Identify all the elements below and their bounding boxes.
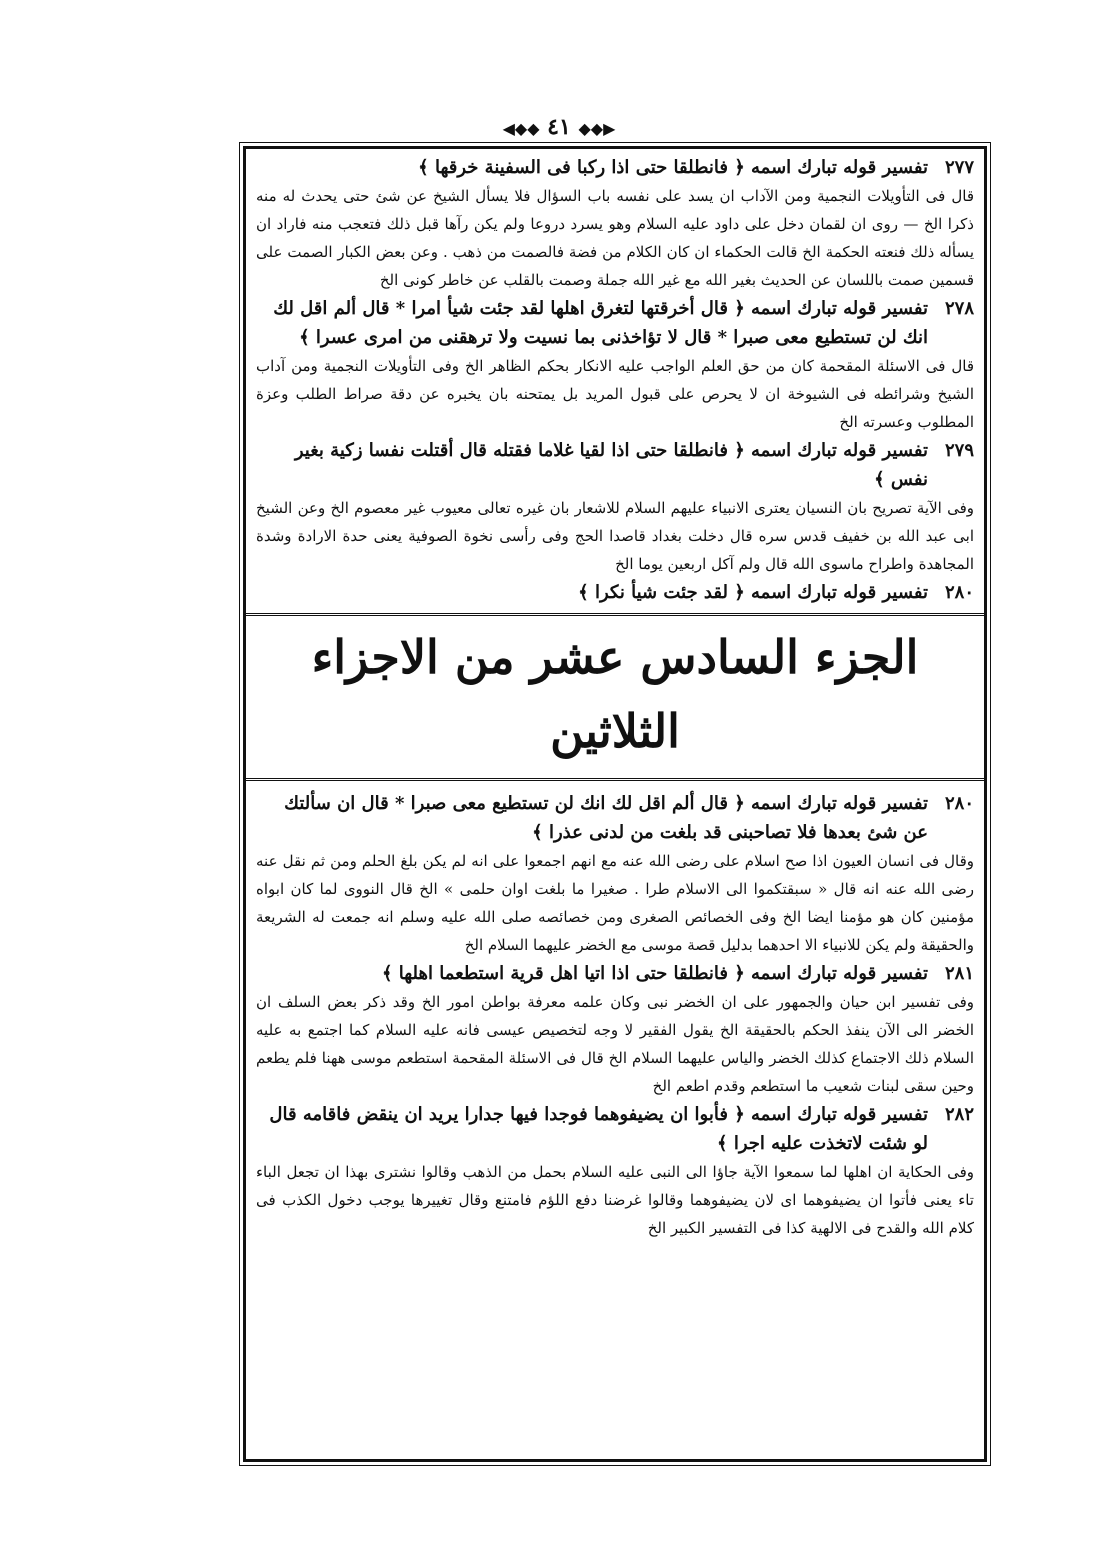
entry-body: وفى الآية تصريح بان النسيان يعترى الانبياء عليهم السلام للاشعار بان غيره تعالى معيوب غير معصوم الخ وعن الشيخ ابى عبد الله بن خفيف قدس سره قال دخلت بغداد قاصدا الحج وفى رأسى نخوة الصوفية يعنى حدة الارادة وشدة المجاهدة واطراح ماسوى الله قال ولم آكل اربعين يوما الخ <box>256 499 974 573</box>
entry-number: ٢٨٢ <box>944 1104 974 1125</box>
part-title: الجزء السادس عشر من الاجزاء الثلاثين <box>311 630 919 758</box>
page-frame <box>243 146 987 1462</box>
entry-number: ٢٨١ <box>944 963 974 984</box>
entry-heading-text: تفسير قوله تبارك اسمه ﴿ فانطلقا حتى اذا اتيا اهل قرية استطعما اهلها ﴾ <box>381 963 928 984</box>
entry-body: قال فى التأويلات النجمية ومن الآداب ان يسد على نفسه باب السؤال فلا يسأل الشيخ عن شئ حتى يحدث له منه ذكرا الخ — روى ان لقمان دخل على داود عليه السلام وهو يسرد دروعا ولم يكن رآها قبل ذلك فتعجب منه فاراد ان يسأله ذلك فنعته الحكمة الخ قالت الحكماء ان كان الكلام من فضة فالصمت من ذهب . وعن بعض الكبار الصمت على قسمين صمت باللسان عن الحديث بغير الله مع غير الله جملة وصمت بالقلب عن خاطر كونى الخ <box>256 187 974 289</box>
entry-heading <box>256 789 974 847</box>
entry-heading-text: تفسير قوله تبارك اسمه ﴿ قال أخرقتها لتغرق اهلها لقد جئت شيأ امرا * قال ألم اقل لك انك لن تستطيع معى صبرا * قال لا تؤاخذنى بما نسيت ولا ترهقنى من امرى عسرا ﴾ <box>273 298 928 348</box>
entry-heading <box>256 1100 974 1158</box>
entry-281 <box>256 959 974 1100</box>
entry-heading <box>256 578 974 607</box>
ornament-left: ◀◆◆ <box>502 119 540 138</box>
entry-278 <box>256 294 974 436</box>
page-content <box>246 149 984 1459</box>
entry-282 <box>256 1100 974 1242</box>
entry-heading-text: تفسير قوله تبارك اسمه ﴿ فانطلقا حتى اذا ركبا فى السفينة خرقها ﴾ <box>418 157 928 178</box>
entry-heading <box>256 959 974 988</box>
entry-body: وقال فى انسان العيون اذا صح اسلام على رضى الله عنه مع انهم اجمعوا على انه لم يكن بلغ الحلم ومن ثم نقل عنه رضى الله عنه انه قال « سبقتكموا الى الاسلام طرا . صغيرا ما بلغت اوان حلمى » الخ قال النووى لما كان ابواه مؤمنين كان هو مؤمنا ايضا الخ وفى الخصائص الصغرى ومن خصائصه صلى الله عليه وسلم انه جمعت له الشريعة والحقيقة ولم يكن للانبياء الا احدهما بدليل قصة موسى مع الخضر عليهما السلام الخ <box>256 852 974 954</box>
page-number <box>0 114 1118 140</box>
entry-heading <box>256 436 974 494</box>
entry-280b <box>256 789 974 959</box>
entry-280a <box>256 578 974 607</box>
entry-heading-text: تفسير قوله تبارك اسمه ﴿ لقد جئت شيأ نكرا ﴾ <box>578 582 928 603</box>
entry-body: وفى تفسير ابن حيان والجمهور على ان الخضر نبى وكان علمه معرفة بواطن امور الخ وقد ذكر بعض السلف ان الخضر الى الآن ينفذ الحكم بالحقيقة الخ يقول الفقير لا وجه لتخصيص عيسى فانه عليه السلام كما اجتمع به عليه السلام ذلك الاجتماع كذلك الخضر والياس عليهما السلام الخ قال فى الاسئلة المقحمة استطعم موسى ههنا فلم يطعم وحين سقى لبنات شعيب ما استطعم وقدم اطعم الخ <box>256 993 974 1095</box>
entry-heading <box>256 294 974 352</box>
entry-body: وفى الحكاية ان اهلها لما سمعوا الآية جاؤا الى النبى عليه السلام بحمل من الذهب وقالوا نشترى بهذا ان تجعل الباء تاء يعنى فأتوا ان يضيفوهما اى لان يضيفوهما وقالوا غرضنا دفع اللؤم فامتنع وقال تغييرها يوجب دخول الكذب فى كلام الله والقدح فى الالهية كذا فى التفسير الكبير الخ <box>256 1163 974 1237</box>
entry-heading-text: تفسير قوله تبارك اسمه ﴿ فأبوا ان يضيفوهما فوجدا فيها جدارا يريد ان ينقض فاقامه قال لو شئت لاتخذت عليه اجرا ﴾ <box>269 1104 928 1154</box>
page-number-text: ٤١ <box>547 114 571 140</box>
ornament-right: ◆◆▶ <box>578 119 616 138</box>
entry-number: ٢٨٠ <box>944 582 974 603</box>
entry-number: ٢٧٩ <box>944 440 974 461</box>
entry-heading-text: تفسير قوله تبارك اسمه ﴿ قال ألم اقل لك انك لن تستطيع معى صبرا * قال ان سألتك عن شئ بعدها فلا تصاحبنى قد بلغت من لدنى عذرا ﴾ <box>284 793 928 843</box>
entry-number: ٢٨٠ <box>944 793 974 814</box>
entry-number: ٢٧٧ <box>944 157 974 178</box>
entry-heading <box>256 153 974 182</box>
entry-279 <box>256 436 974 578</box>
entry-277 <box>256 153 974 294</box>
entry-body: قال فى الاسئلة المقحمة كان من حق العلم الواجب عليه الانكار بحكم الظاهر الخ وفى التأويلات النجمية ومن آداب الشيخ وشرائطه فى الشيوخة ان لا يحرص على قبول المريد بل يمتحنه بان يخبره عن دقة صراط الطلب وعزة المطلوب وعسرته الخ <box>256 357 974 431</box>
entry-heading-text: تفسير قوله تبارك اسمه ﴿ فانطلقا حتى اذا لقيا غلاما فقتله قال أقتلت نفسا زكية بغير نفس ﴾ <box>294 440 928 490</box>
entry-number: ٢٧٨ <box>944 298 974 319</box>
